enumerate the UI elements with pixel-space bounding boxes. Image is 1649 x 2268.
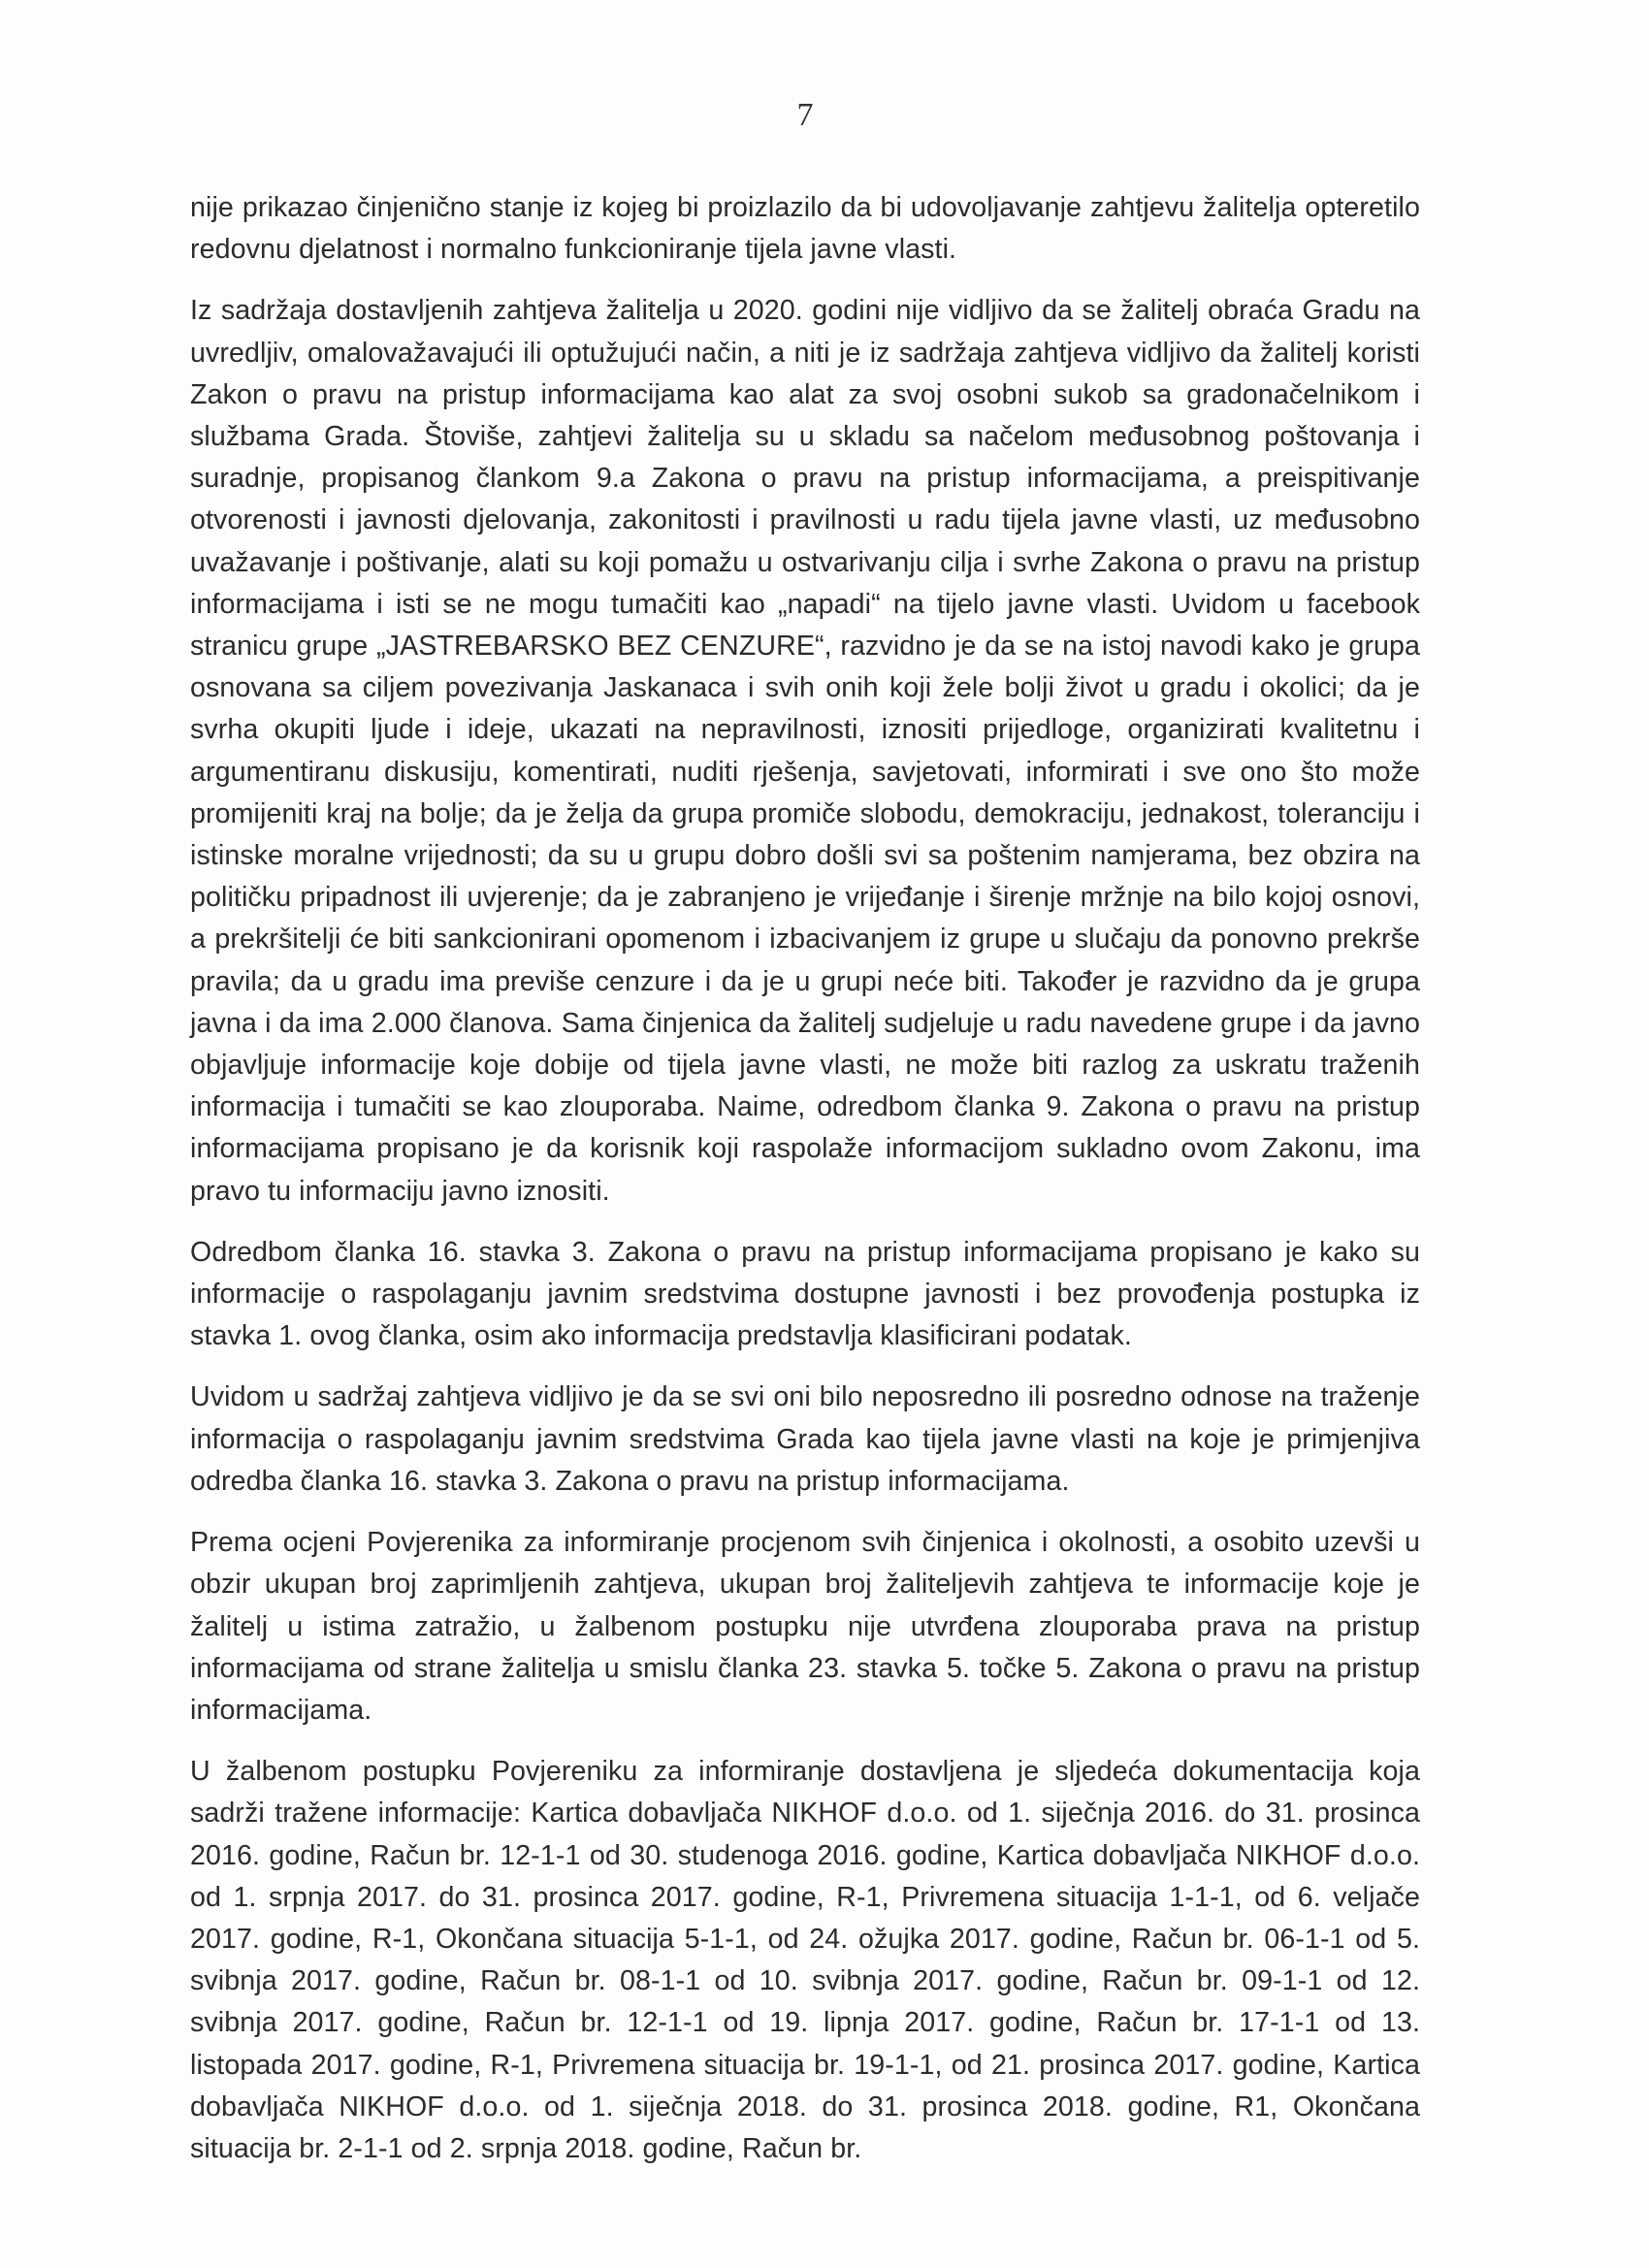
paragraph-4: Uvidom u sadržaj zahtjeva vidljivo je da se svi oni bilo neposredno ili posredno odnose na traženje informacija o raspolaganju javnim sredstvima Grada kao tijela javne vlasti na koje je primjenjiva odredba članka 16. stavka 3. Zakona o pravu na pristup informacijama. bbox=[190, 1381, 1420, 1497]
paragraph-6: U žalbenom postupku Povjereniku za informiranje dostavljena je sljedeća dokumentacija koja sadrži tražene informacije: Kartica dobavljača NIKHOF d.o.o. od 1. siječnja 2016. do 31. prosinca 2016. godine, Račun br. 12-1-1 od 30. studenoga 2016. godine, Kartica dobavljača NIKHOF d.o.o. od 1. srpnja 2017. do 31. prosinca 2017. godine, R-1, Privremena situacija 1-1-1, od 6. veljače 2017. godine, R-1, Okončana situacija 5-1-1, od 24. ožujka 2017. godine, Račun br. 06-1-1 od 5. svibnja 2017. godine, Račun br. 08-1-1 od 10. svibnja 2017. godine, Račun br. 09-1-1 od 12. svibnja 2017. godine, Račun br. 12-1-1 od 19. lipnja 2017. godine, Račun br. 17-1-1 od 13. listopada 2017. godine, R-1, Privremena situacija br. 19-1-1, od 21. prosinca 2017. godine, Kartica dobavljača NIKHOF d.o.o. od 1. siječnja 2018. do 31. prosinca 2018. godine, R1, Okončana situacija br. 2-1-1 od 2. srpnja 2018. godine, Račun br. bbox=[190, 1756, 1420, 2164]
document-body bbox=[190, 187, 1420, 2189]
paragraph-5: Prema ocjeni Povjerenika za informiranje procjenom svih činjenica i okolnosti, a osobito uzevši u obzir ukupan broj zaprimljenih zahtjeva, ukupan broj žaliteljevih zahtjeva te informacije koje je žalitelj u istima zatražio, u žalbenom postupku nije utvrđena zlouporaba prava na pristup informacijama od strane žalitelja u smislu članka 23. stavka 5. točke 5. Zakona o pravu na pristup informacijama. bbox=[190, 1527, 1420, 1726]
paragraph-1: nije prikazao činjenično stanje iz kojeg bi proizlazilo da bi udovoljavanje zahtjevu žalitelja opteretilo redovnu djelatnost i normalno funkcioniranje tijela javne vlasti. bbox=[190, 192, 1420, 266]
paragraph-2: Iz sadržaja dostavljenih zahtjeva žalitelja u 2020. godini nije vidljivo da se žalitelj obraća Gradu na uvredljiv, omalovažavajući ili optužujući način, a niti je iz sadržaja zahtjeva vidljivo da žalitelj koristi Zakon o pravu na pristup informacijama kao alat za svoj osobni sukob sa gradonačelnikom i službama Grada. Štoviše, zahtjevi žalitelja su u skladu sa načelom međusobnog poštovanja i suradnje, propisanog člankom 9.a Zakona o pravu na pristup informacijama, a preispitivanje otvorenosti i javnosti djelovanja, zakonitosti i pravilnosti u radu tijela javne vlasti, uz međusobno uvažavanje i poštivanje, alati su koji pomažu u ostvarivanju cilja i svrhe Zakona o pravu na pristup informacijama i isti se ne mogu tumačiti kao „napadi“ na tijelo javne vlasti. Uvidom u facebook stranicu grupe „JASTREBARSKO BEZ CENZURE“, razvidno je da se na istoj navodi kako je grupa osnovana sa ciljem povezivanja Jaskanaca i svih onih koji žele bolji život u gradu i okolici; da je svrha okupiti ljude i ideje, ukazati na nepravilnosti, iznositi prijedloge, organizirati kvalitetnu i argumentiranu diskusiju, komentirati, nuditi rješenja, savjetovati, informirati i sve ono što može promijeniti kraj na bolje; da je želja da grupa promiče slobodu, demokraciju, jednakost, toleranciju i istinske moralne vrijednosti; da su u grupu dobro došli svi sa poštenim namjerama, bez obzira na političku pripadnost ili uvjerenje; da je zabranjeno je vrijeđanje i širenje mržnje na bilo kojoj osnovi, a prekršitelji će biti sankcionirani opomenom i izbacivanjem iz grupe u slučaju da ponovno prekrše pravila; da u gradu ima previše cenzure i da je u grupi neće biti. Također je razvidno da je grupa javna i da ima 2.000 članova. Sama činjenica da žalitelj sudjeluje u radu navedene grupe i da javno objavljuje informacije koje dobije od tijela javne vlasti, ne može biti razlog za uskratu traženih informacija i tumačiti se kao zlouporaba. Naime, odredbom članka 9. Zakona o pravu na pristup informacijama propisano je da korisnik koji raspolaže informacijom sukladno ovom Zakonu, ima pravo tu informaciju javno iznositi. bbox=[190, 295, 1420, 1207]
page-number: 7 bbox=[796, 97, 814, 133]
paragraph-3: Odredbom članka 16. stavka 3. Zakona o pravu na pristup informacijama propisano je kako su informacije o raspolaganju javnim sredstvima dostupne javnosti i bez provođenja postupka iz stavka 1. ovog članka, osim ako informacija predstavlja klasificirani podatak. bbox=[190, 1236, 1420, 1352]
